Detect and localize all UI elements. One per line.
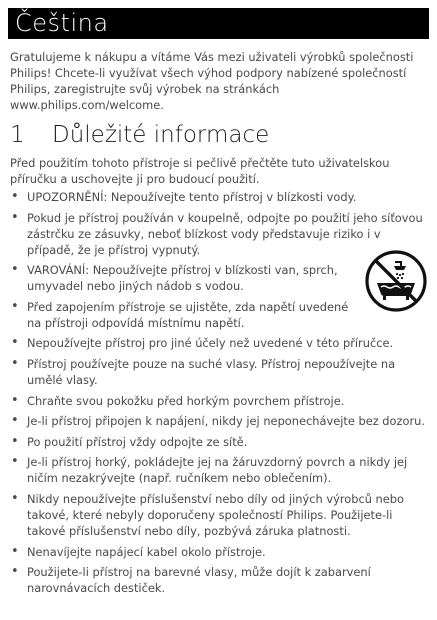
bullet: • <box>11 262 19 278</box>
bullet: • <box>11 433 19 449</box>
list-item-text: Po použití přístroj vždy odpojte ze sítě. <box>27 434 248 449</box>
list-item-text: UPOZORNĚNÍ: Nepoužívejte tento přístroj v blízkosti vody. <box>27 190 357 204</box>
list-item-text: Pokud je přístroj používán v koupelně, odpojte po použití jeho síťovou zástrčku ze zásuvky, neboť blízkost vody představuje riziko i v případě, že je přístroj vypnutý. <box>27 210 423 257</box>
list-item <box>10 335 428 351</box>
bullet: • <box>11 335 19 351</box>
list-item <box>10 434 428 450</box>
section-number: 1 <box>10 122 25 148</box>
bullet: • <box>11 413 19 429</box>
list-item <box>10 393 428 409</box>
bullet: • <box>11 298 19 314</box>
language-header: Čeština <box>8 8 429 39</box>
list-item-text: Nepoužívejte přístroj pro jiné účely než uvedené v této příručce. <box>27 336 394 351</box>
section-title <box>10 120 430 150</box>
list-item-text: Chraňte svou pokožku před horkým povrchem přístroje. <box>27 393 345 408</box>
no-water-bath-icon <box>364 249 428 313</box>
list-item-text: Je-li přístroj horký, pokládejte jej na žáruvzdorný povrch a nikdy jej ničím nezakrývejte (např. ručníkem nebo oblečením). <box>27 455 408 486</box>
list-item <box>10 413 428 429</box>
intro-text: Gratulujeme k nákupu a vítáme Vás mezi uživateli výrobků společnosti Philips! Chcete-li využívat všech výhod podpory nabízené společností Philips, zaregistrujte svůj výrobek na stránkách <box>10 50 414 96</box>
list-item-text: Použijete-li přístroj na barevné vlasy, může dojít k zabarvení narovnávacích destiček. <box>27 565 371 596</box>
section-heading: Důležité informace <box>52 122 270 148</box>
list-item-text: Nenavíjejte napájecí kabel okolo přístroje. <box>27 544 266 559</box>
bullet: • <box>11 490 19 506</box>
section-intro: Před použitím tohoto přístroje si pečlivě přečtěte tuto uživatelskou příručku a uschovejte ji pro budoucí použití. <box>10 156 390 186</box>
list-item-text: Nikdy nepoužívejte příslušenství nebo díly od jiných výrobců nebo takové, které nebyly doporučeny společností Philips. Použijete-li takové příslušenství nebo díly, pozbývá záruka platnosti. <box>27 491 404 538</box>
bullet: • <box>11 454 19 470</box>
list-item-text: VAROVÁNÍ: Nepoužívejte přístroj v blízkosti van, sprch, umyvadel nebo jiných nádob s vodou. <box>27 263 338 294</box>
list-item <box>10 356 428 388</box>
intro-paragraph <box>10 49 430 113</box>
bullet: • <box>11 392 19 408</box>
list-item <box>10 454 428 486</box>
list-item <box>10 189 428 205</box>
list-item-text: Před zapojením přístroje se ujistěte, zda napětí uvedené na přístroji odpovídá místnímu napětí. <box>27 299 349 330</box>
list-item <box>10 544 428 560</box>
list-item <box>10 491 428 539</box>
bullet: • <box>11 189 19 204</box>
list-item-text: Je-li přístroj připojen k napájení, nikdy jej neponechávejte bez dozoru. <box>27 414 425 429</box>
intro-url: www.philips.com/welcome. <box>10 98 164 112</box>
bullet: • <box>11 209 19 225</box>
bullet: • <box>11 564 19 580</box>
list-item <box>10 564 428 596</box>
bullet: • <box>11 543 19 559</box>
list-item-text: Přístroj používejte pouze na suché vlasy. Přístroj nepoužívejte na umělé vlasy. <box>27 356 396 387</box>
bullet: • <box>11 355 19 371</box>
